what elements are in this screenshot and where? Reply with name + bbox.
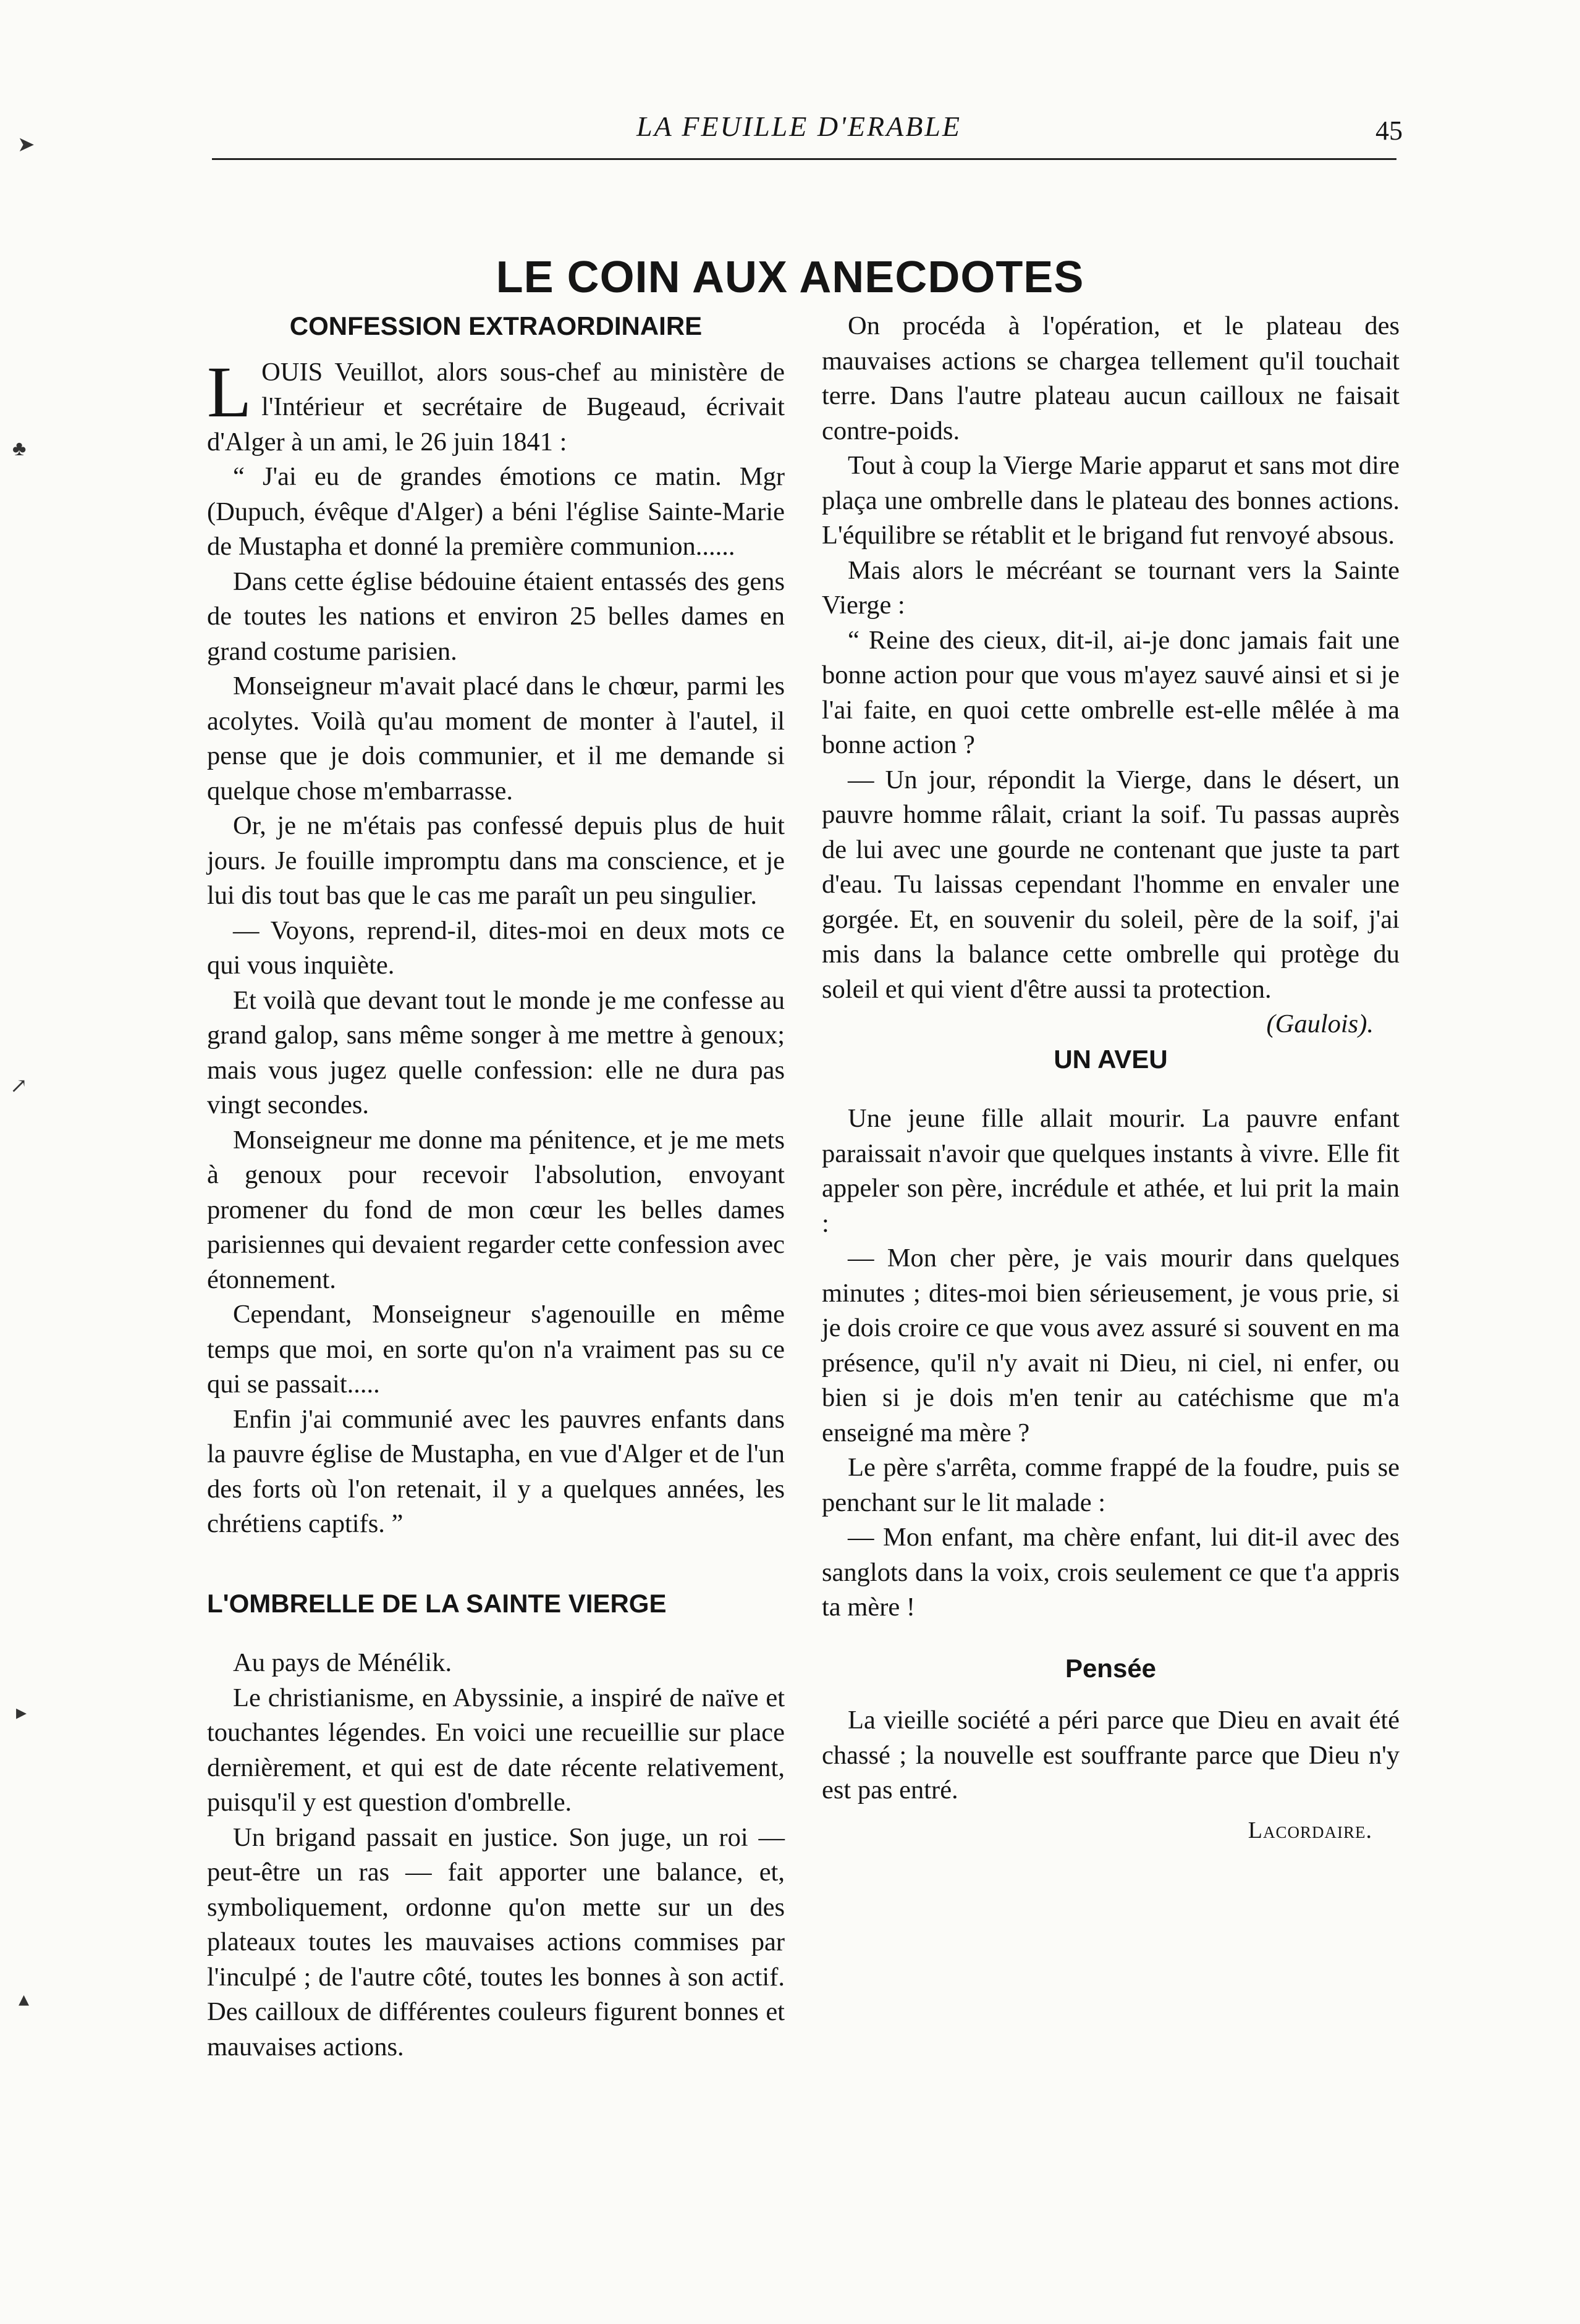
paragraph: — Mon enfant, ma chère enfant, lui dit-il avec des sanglots dans la voix, crois seulement ce que t'a appris ta mère ! [822, 1523, 1400, 1622]
paragraph: On procéda à l'opération, et le plateau des mauvaises actions se chargea tellement qu'il touchait terre. Dans l'autre plateau aucun cailloux ne faisait contre-poids. [822, 311, 1400, 445]
paragraph: Dans cette église bédouine étaient entassés des gens de toutes les nations et environ 25 belles dames en grand costume parisien. [207, 566, 785, 666]
source-citation: (Gaulois). [1266, 1009, 1374, 1038]
paragraph: Monseigneur me donne ma pénitence, et je me mets à genoux pour recevoir l'absolution, envoyant promener du fond de mon cœur les belles dames parisiennes qui devaient regarder cette confession avec étonnement. [207, 1125, 785, 1294]
paragraph: Or, je ne m'étais pas confessé depuis plus de huit jours. Je fouille impromptu dans ma conscience, et je lui dis tout bas que le cas me paraît un peu singulier. [207, 811, 785, 910]
paragraph: Et voilà que devant tout le monde je me confesse au grand galop, sans même songer à me mettre à genoux; mais vous jugez quelle confession: elle ne dura pas vingt secondes. [207, 985, 785, 1119]
paragraph: Mais alors le mécréant se tournant vers la Sainte Vierge : [822, 555, 1400, 620]
paragraph: Un brigand passait en justice. Son juge, un roi — peut-être un ras — fait apporter une balance, et, symboliquement, ordonne qu'on mette sur un des plateaux toutes les mauvaises actions commises par l'inculpé ; de l'autre côté, toutes les bonnes à son actif. Des cailloux de différentes couleurs figurent bonnes et mauvaises actions. [207, 1822, 785, 2061]
heading-confession: CONFESSION EXTRAORDINAIRE [289, 311, 703, 340]
margin-mark: ▸ [16, 1701, 27, 1724]
heading-pensee: Pensée [1065, 1653, 1157, 1683]
drop-cap: L [207, 351, 252, 432]
heading-aveu: UN AVEU [1054, 1044, 1168, 1074]
paragraph: Le père s'arrêta, comme frappé de la foudre, puis se penchant sur le lit malade : [822, 1453, 1400, 1517]
paragraph-text: OUIS Veuillot, alors sous-chef au ministère de l'Intérieur et secrétaire de Bugeaud, écrivait d'Alger à un ami, le 26 juin 1841 : [207, 357, 785, 457]
right-column [822, 309, 1400, 1848]
margin-mark: ↗ [10, 1075, 28, 1098]
paragraph: Tout à coup la Vierge Marie apparut et sans mot dire plaça une ombrelle dans le plateau des bonnes actions. L'équilibre se rétablit et le brigand fut renvoyé absous. [822, 451, 1400, 550]
paragraph: Le christianisme, en Abyssinie, a inspiré de naïve et touchantes légendes. En voici une recueillie sur place dernièrement, et qui est de date récente relativement, puisqu'il y est question d'ombrelle. [207, 1683, 785, 1817]
paragraph: Au pays de Ménélik. [233, 1648, 452, 1677]
header-rule [212, 158, 1396, 160]
paragraph [822, 763, 1400, 1038]
paragraph: “ J'ai eu de grandes émotions ce matin. Mgr (Dupuch, évêque d'Alger) a béni l'église Sainte-Marie de Mustapha et donné la première communion...... [207, 462, 785, 561]
page-number: 45 [1375, 116, 1403, 146]
heading-ombrelle: L'OMBRELLE DE LA SAINTE VIERGE [207, 1588, 667, 1618]
running-title: LA FEUILLE D'ERABLE [636, 111, 961, 142]
margin-mark: ▴ [19, 1988, 30, 2011]
signature: Lacordaire. [1248, 1817, 1372, 1843]
margin-mark: ➤ [17, 133, 35, 156]
paragraph: Monseigneur m'avait placé dans le chœur, parmi les acolytes. Voilà qu'au moment de monter à l'autel, il pense que je dois communier, et il me demande si quelque chose m'embarrasse. [207, 672, 785, 806]
paragraph: La vieille société a péri parce que Dieu en avait été chassé ; la nouvelle est souffrante parce que Dieu n'y est pas entré. [822, 1706, 1400, 1804]
paragraph: “ Reine des cieux, dit-il, ai-je donc jamais fait une bonne action pour que vous m'ayez sauvé ainsi et si je l'ai faite, en quoi cette ombrelle est-elle mêlée à ma bonne action ? [822, 625, 1400, 759]
paragraph: Cependant, Monseigneur s'agenouille en même temps que moi, en sorte qu'on n'a vraiment pas su ce qui se passait..... [207, 1300, 785, 1399]
paragraph [207, 351, 785, 460]
paragraph-text: — Un jour, répondit la Vierge, dans le désert, un pauvre homme râlait, criant la soif. Tu passas auprès de lui avec une gourde ne contenant que juste ta part d'eau. Tu laissas cependant l'homme en envaler une gorgée. Et, en souvenir du soleil, père de la soif, j'ai mis dans la balance cette ombrelle qui protège du soleil et qui vient d'être aussi ta protection. [822, 765, 1400, 1004]
paragraph: Une jeune fille allait mourir. La pauvre enfant paraissait n'avoir que quelques instants à vivre. Elle fit appeler son père, incrédule et athée, et lui prit la main : [822, 1104, 1400, 1238]
paragraph: Enfin j'ai communié avec les pauvres enfants dans la pauvre église de Mustapha, en vue d'Alger et de l'un des forts où l'on retenait, il y a quelques années, les chrétiens captifs. ” [207, 1404, 785, 1538]
paragraph: — Mon cher père, je vais mourir dans quelques minutes ; dites-moi bien sérieusement, je vous prie, si je dois croire ce que vous avez assuré si souvent en ma présence, qu'il n'y avait ni Dieu, ni ciel, ni enfer, ou bien si je dois m'en tenir au catéchisme que m'a enseigné ma mère ? [822, 1244, 1400, 1447]
left-column [207, 309, 785, 2065]
paragraph: — Voyons, reprend-il, dites-moi en deux mots ce qui vous inquiète. [207, 916, 785, 980]
margin-mark: ♣ [12, 437, 27, 460]
page-title: LE COIN AUX ANECDOTES [496, 253, 1084, 303]
